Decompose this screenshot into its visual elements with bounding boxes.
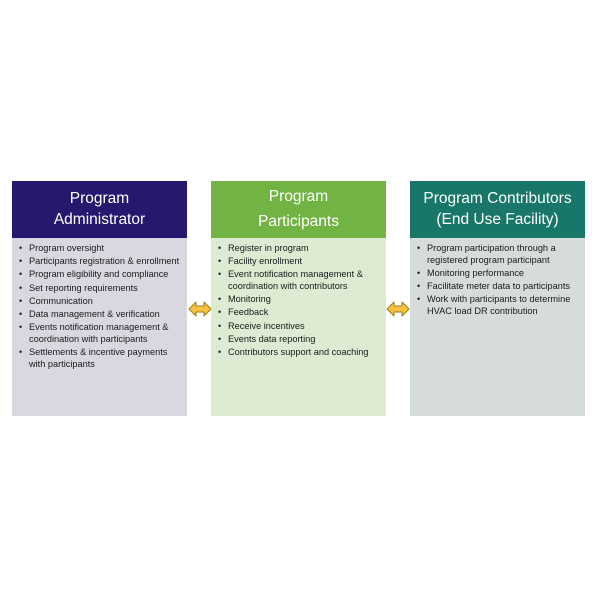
program-administrator-list: [18, 243, 181, 370]
list-item-text: Communication: [29, 295, 93, 306]
bullet-icon: •: [218, 269, 222, 280]
list-item: [416, 294, 579, 317]
bullet-icon: •: [417, 280, 421, 291]
list-item: [217, 256, 380, 268]
list-item: [18, 283, 181, 295]
list-item-text: Events notification management & coordination with participants: [29, 322, 169, 344]
list-item: [18, 322, 181, 345]
bullet-icon: •: [218, 320, 222, 331]
list-item: [217, 294, 380, 306]
list-item: [217, 321, 380, 333]
program-participants-body: [211, 238, 386, 416]
program-contributors-panel: [410, 181, 585, 416]
program-participants-panel: [211, 181, 386, 416]
bullet-icon: •: [417, 243, 421, 253]
list-item: [217, 334, 380, 346]
list-item-text: Program eligibility and compliance: [29, 269, 169, 280]
program-participants-title-line-1: Program: [268, 188, 329, 206]
list-item: [416, 243, 579, 266]
bullet-icon: •: [19, 346, 23, 357]
bullet-icon: •: [19, 282, 23, 293]
list-item-text: Receive incentives: [228, 320, 305, 331]
list-item: [18, 269, 181, 281]
double-arrow-icon: [386, 301, 410, 317]
list-item: [18, 243, 181, 255]
bullet-icon: •: [218, 333, 222, 344]
list-item-text: Feedback: [228, 307, 269, 318]
bullet-icon: •: [218, 294, 222, 305]
list-item: [217, 243, 380, 255]
program-administrator-title-line-2: Administrator: [53, 210, 146, 228]
program-participants-title-line-2: Participants: [258, 212, 339, 230]
bullet-icon: •: [19, 243, 23, 253]
list-item-text: Facilitate meter data to participants: [427, 280, 570, 291]
program-administrator-body: [12, 238, 187, 416]
program-administrator-header: [12, 181, 187, 238]
list-item-text: Program oversight: [29, 243, 105, 253]
bullet-icon: •: [218, 243, 222, 253]
list-item-text: Contributors support and coaching: [228, 346, 369, 357]
bullet-icon: •: [19, 269, 23, 280]
double-arrow-icon: [188, 301, 212, 317]
list-item-text: Data management & verification: [29, 308, 160, 319]
program-administrator-title-line-1: Program: [69, 190, 130, 208]
list-item: [217, 269, 380, 292]
list-item-text: Settlements & incentive payments with participants: [29, 346, 168, 369]
list-item-text: Events data reporting: [228, 333, 316, 344]
list-item: [18, 347, 181, 370]
list-item-text: Set reporting requirements: [29, 282, 138, 293]
list-item-text: Monitoring performance: [427, 267, 525, 278]
list-item: [18, 309, 181, 321]
bullet-icon: •: [417, 267, 421, 278]
list-item-text: Event notification management & coordination with contributors: [228, 269, 363, 291]
program-contributors-header: [410, 181, 585, 238]
list-item: [18, 296, 181, 308]
program-participants-header: [211, 181, 386, 238]
list-item-text: Register in program: [228, 243, 309, 253]
list-item-text: Work with participants to determine HVAC load DR contribution: [427, 294, 571, 316]
bullet-icon: •: [19, 308, 23, 319]
list-item-text: Facility enrollment: [228, 256, 303, 267]
list-item: [217, 347, 380, 359]
list-item-text: Participants registration & enrollment: [29, 256, 180, 267]
bullet-icon: •: [417, 294, 421, 305]
program-contributors-title-line-1: Program Contributors: [423, 190, 572, 208]
bullet-icon: •: [19, 322, 23, 333]
program-contributors-body: [410, 238, 585, 416]
program-participants-list: [217, 243, 380, 359]
bullet-icon: •: [19, 256, 23, 267]
list-item: [18, 256, 181, 268]
bullet-icon: •: [218, 346, 222, 357]
program-administrator-panel: [12, 181, 187, 416]
bullet-icon: •: [218, 307, 222, 318]
list-item: [416, 268, 579, 280]
bullet-icon: •: [19, 295, 23, 306]
list-item-text: Monitoring: [228, 294, 271, 305]
program-contributors-title-line-2: (End Use Facility): [436, 210, 559, 228]
bullet-icon: •: [218, 256, 222, 267]
list-item: [416, 281, 579, 293]
list-item-text: Program participation through a registered program participant: [427, 243, 556, 265]
program-contributors-list: [416, 243, 579, 317]
list-item: [217, 307, 380, 319]
